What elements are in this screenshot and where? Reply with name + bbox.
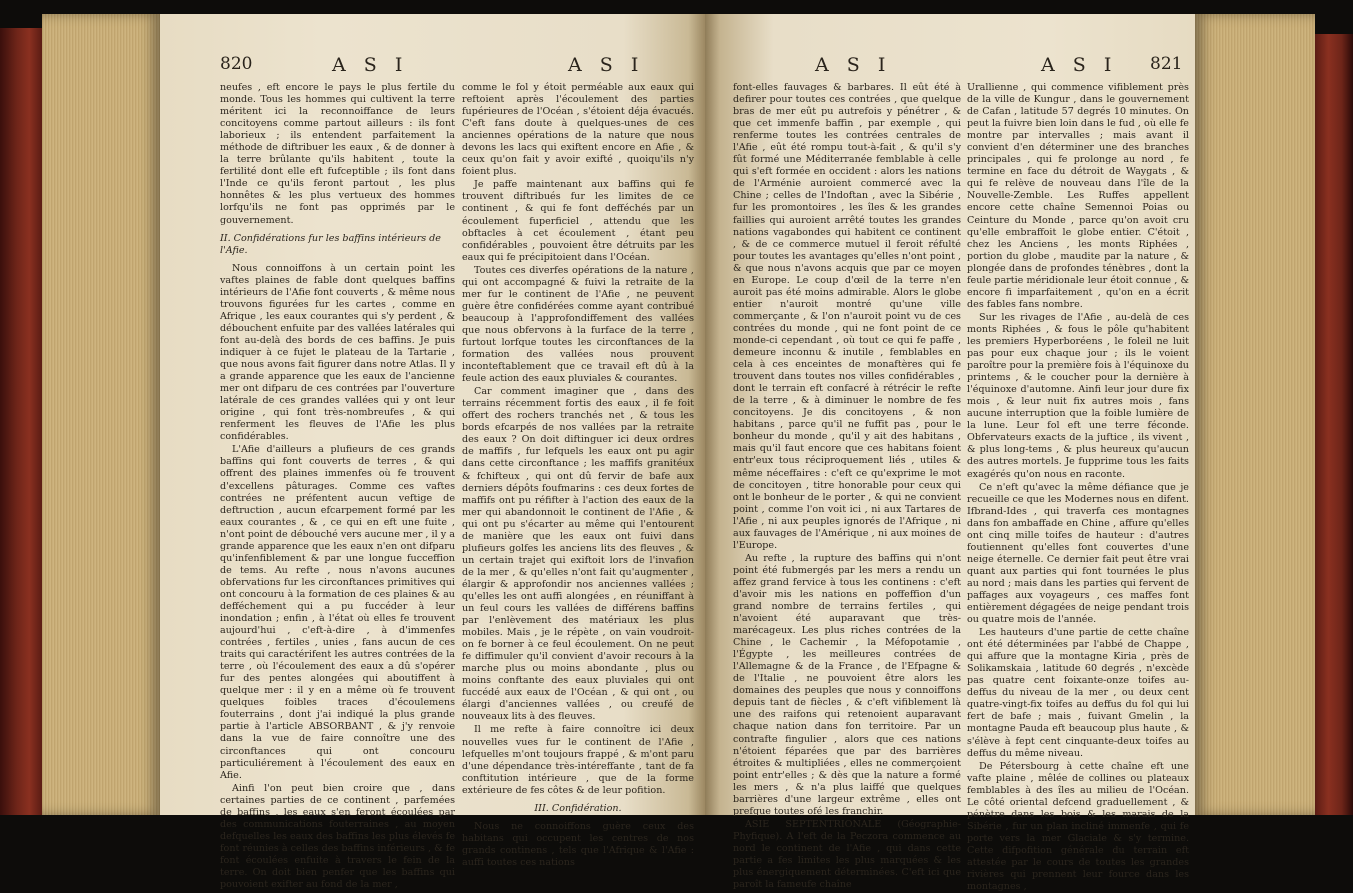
paragraph: Ce n'eft qu'avec la même défiance que je recueille ce que les Modernes nous en difent. Ifbrand-Ides , qui traverfa ces montagnes dans fon ambaffade en Chine , affure qu'elles ont cinq mille toifes de hauteur : d'autres foutiennent qu'elles font couvertes d'une neige éternelle. Ce dernier fait peut être vrai quant aux parties qui font tournées le plus au nord ; mais dans les parties qui fervent de paffages aux voyageurs , ces maffes font entièrement dégagées de neige pendant trois ou quatre mois de l'année.: [967, 481, 1189, 626]
paragraph: De Pétersbourg à cette chaîne eft une vafte plaine , mêlée de collines ou plateaux femblables à des îles au milieu de l'Océan. Le côté oriental defcend graduellement , & pénètre dans les bois & les marais de la Sibérie , fur un plan incliné immenfe , qui fe porte vers la mer Glaciale & s'y termine. Cette difpofition générale du terrain eft attestée par le cours de toutes les grandes rivières qui prennent leur fource dans les montagnes ,: [967, 760, 1189, 893]
left-page-header: [160, 54, 705, 80]
right-running-head-right: A S I: [1041, 54, 1118, 76]
left-running-head-right: A S I: [568, 54, 645, 76]
right-page-number: 821: [1150, 54, 1183, 74]
left-page-column-1: [220, 82, 455, 891]
paragraph: comme le fol y étoit perméable aux eaux qui reftoient après l'écoulement des parties fupérieures de l'Océan , s'étoient déja évacués. C'eft fans doute à quelques-unes de ces anciennes opérations de la nature que nous devons les lacs qui exiftent encore en Afie , & ceux qu'on fait y avoir exifté , quoiqu'ils n'y foient plus.: [462, 82, 694, 178]
paragraph: Toutes ces diverfes opérations de la nature , qui ont accompagné & fuivi la retraite de la mer fur le continent de l'Afie , ne peuvent guère être confidérées comme ayant contribué beaucoup à l'approfondiffement des vallées que nous obfervons à la furface de la terre , furtout lorfque toutes les circonftances de la formation des vallées nous prouvent inconteftablement que ce travail eft dû à la feule action des eaux pluviales & courantes.: [462, 264, 694, 385]
right-page-edges: [1195, 14, 1315, 815]
paragraph: Sur les rivages de l'Afie , au-delà de ces monts Riphées , & fous le pôle qu'habitent les premiers Hyperboréens , le foleil ne luit pas pour eux chaque jour ; ils le voient paroître pour la première fois à l'équinoxe du printems , & le coucher pour la dernière à l'équinoxe d'automne. Ainfi leur jour dure fix mois , & leur nuit fix autres mois , fans aucune interruption que la foible lumière de la lune. Leur fol eft une terre féconde. Obfervateurs exacts de la juftice , ils vivent , & plus long-tems , & plus heureux qu'aucun des autres mortels. Je fupprime tous les faits exagérés qu'on nous en raconte.: [967, 311, 1189, 480]
left-book-cover: [0, 28, 42, 815]
left-page-number: 820: [220, 54, 253, 74]
paragraph: Car comment imaginer que , dans des terrains récemment fortis des eaux , il fe foit offert des rochers tranchés net , & tous les bords efcarpés de nos vallées par la retraite des eaux ? On doit diftinguer ici deux ordres de maffifs , fur lefquels les eaux ont pu agir dans cette circonftance ; les maffifs granitéux & fchifteux , qui ont dû fervir de bafe aux derniers dépôts foufmarins : ces deux fortes de maffifs ont pu réfifter à l'action des eaux de la mer qui abandonnoit le continent de l'Afie , & qui ont pu s'écarter au même qui l'entourent de manière que les eaux ont fuivi dans plufieurs golfes les anciens lits des fleuves , & un certain trajet qui exiftoit lors de l'invafion de la mer , & qu'elles n'ont fait qu'augmenter , élargir & approfondir nos anciennes vallées ; qu'elles les ont auffi alongées , en réuniffant à un feul cours les vallées de différens baffins par l'enlèvement des matériaux les plus mobiles. Mais , je le répète , on vain voudroit-on fe borner à ce feul écoulement. On ne peut fe diffimuler qu'il convient d'avoir recours à la marche plus ou moins abondante , plus ou moins conftante des eaux pluviales qui ont fuccédé aux eaux de l'Océan , & qui ont , ou élargi d'anciennes vallées , ou creufé de nouveaux lits à des fleuves.: [462, 386, 694, 723]
right-page-header: [705, 54, 1195, 80]
right-running-head-left: A S I: [815, 54, 892, 76]
right-page-column-1: [733, 82, 961, 891]
paragraph: ASIE SEPTENTRIONALE (Géographie-Phyfique). A l'eft de la Peczora commence au nord le continent de l'Afie , qui dans cette partie a fes limites les plus marquées & les plus énergiquement déterminées. C'eft ici que paroît la fameufe chaîne: [733, 818, 961, 891]
paragraph: Nous ne connoiffons guère ceux des habitans qui occupent les centres de nos grands continens , tels que l'Afrique & l'Afie : auffi toutes ces nations: [462, 820, 694, 868]
paragraph: L'Afie d'ailleurs a plufieurs de ces grands baffins qui font couverts de terres , & qui offrent des plaines immenfes où fe trouvent d'excellens pâturages. Comme ces vaftes contrées ne préfentent aucun veftige de deftruction , aucun efcarpement formé par les eaux courantes , & , ce qui en eft une fuite , n'ont point de débouché vers aucune mer , il y a grande apparence que les eaux n'en ont difparu qu'infenfiblement & par une longue fucceffion de tems. Au refte , nous n'avons aucunes obfervations fur les circonftances primitives qui ont concouru à la formation de ces plaines & au defféchement qui a pu fuccéder à leur inondation ; enfin , à l'état où elles fe trouvent aujourd'hui , c'eft-à-dire , à d'immenfes contrées , fertiles , unies , fans aucun de ces traits qui caractérifent les autres contrées de la terre , où l'écoulement des eaux a dû s'opérer fur des pentes alongées qui aboutiffent à quelque mer : il y en a même où fe trouvent quelques foibles traces d'écoulemens fouterrains , dont j'ai indiqué la plus grande partie à l'article ABSORBANT , & j'y renvoie dans la vue de faire connoître une des circonftances qui ont concouru particuliérement à l'écoulement des eaux en Afie.: [220, 444, 455, 781]
right-book-cover: [1315, 34, 1353, 815]
section-heading: III. Confidération.: [534, 802, 622, 814]
paragraph: Au refte , la rupture des baffins qui n'ont point été fubmergés par les mers a rendu un affez grand fervice à tous les continens : c'eft d'avoir mis les nations en poffeffion d'un grand nombre de terrains fertiles , qui n'avoient été auparavant que très-marécageux. Les plus riches contrées de la Chine , le Cachemir , la Méfopotamie , l'Égypte , les meilleures contrées de l'Allemagne & de la France , de l'Efpagne & de l'Italie , ne pouvoient être alors les domaines des peuples que nous y connoiffons depuis tant de fiècles , & c'eft vifiblement là une des raifons qui retenoient auparavant chaque nation dans fon territoire. Par un contrafte fingulier , alors que ces nations n'étoient féparées que par des barrières étroites & multipliées , elles ne commerçoient point entr'elles ; & dès que la nature a formé les mers , & n'a plus laiffé que quelques barrières d'une largeur extrême , elles ont prefque toutes ofé les franchir.: [733, 552, 961, 817]
right-page: [705, 14, 1195, 893]
section-heading: II. Confidérations fur les baffins intérieurs de l'Afie.: [220, 232, 441, 256]
right-page-column-2: [967, 82, 1189, 893]
paragraph: Urallienne , qui commence vifiblement près de la ville de Kungur , dans le gouvernement de Cafan , latitude 57 degrés 10 minutes. On peut la fuivre bien loin dans le fud , où elle fe montre par intervalles ; mais avant il convient d'en déterminer une des branches principales , qui fe prolonge au nord , fe termine en face du détroit de Waygats , & qui fe relève de nouveau dans l'île de la Nouvelle-Zemble. Les Ruffes appellent encore cette chaîne Semennoi Poias ou Ceinture du Monde , parce qu'on avoit cru qu'elle embraffoit le globe entier. C'étoit , chez les Anciens , les monts Riphées , portion du globe , maudite par la nature , & plongée dans de profondes ténèbres , dont la feule partie méridionale leur étoit connue , & encore fi imparfaitement , qu'on en a écrit des fables fans nombre.: [967, 82, 1189, 310]
paragraph: neufes , eft encore le pays le plus fertile du monde. Tous les hommes qui cultivent la terre méritent ici la reconnoiffance de leurs concitoyens comme partout ailleurs : ils font laborieux ; ils entendent parfaitement la méthode de diftribuer les eaux , & de donner à la terre brûlante qu'ils habitent , toute la fertilité dont elle eft fufceptible ; ils font dans l'Inde ce qu'ils feront partout , les plus honnêtes & les plus vertueux des hommes lorfqu'ils ne font pas opprimés par le gouvernement.: [220, 82, 455, 226]
left-running-head-left: A S I: [332, 54, 409, 76]
paragraph: Il me refte à faire connoître ici deux nouvelles vues fur le continent de l'Afie , lefquelles m'ont toujours frappé , & m'ont paru d'une dépendance très-intéreffante , tant de fa conftitution intérieure , que de la forme extérieure de fes côtes & de leur pofition.: [462, 724, 694, 796]
paragraph: Nous connoiffons à un certain point les vaftes plaines de fable dont quelques baffins intérieurs de l'Afie font couverts , & même nous trouvons figurées fur les cartes , comme en Afrique , les eaux courantes qui s'y perdent , & débouchent enfuite par des vallées latérales qui font au-delà des bords de ces baffins. Je puis indiquer à ce fujet le plateau de la Tartarie , que nous avons fait figurer dans notre Atlas. Il y a grande apparence que les eaux de l'ancienne mer ont difparu de ces contrées par l'ouverture latérale de ces grandes vallées qui y ont leur origine , qui font très-nombreufes , & qui renferment les fleuves de l'Afie les plus confidérables.: [220, 262, 455, 443]
paragraph: Je paffe maintenant aux baffins qui fe trouvent diftribués fur les limites de ce continent , & qui fe font defféchés par un écoulement fuperficiel , attendu que les obftacles à cet écoulement , étant peu confidérables , pouvoient être détruits par les eaux qui fe précipitoient dans l'Océan.: [462, 179, 694, 263]
paragraph: font-elles fauvages & barbares. Il eût été à defirer pour toutes ces contrées , que quelque bras de mer eût pu autrefois y pénétrer , & que cet immenfe baffin , par exemple , qui renferme toutes les contrées centrales de l'Afie , eût été rompu tout-à-fait , & qu'il s'y fût formé une Méditerranée femblable à celle qui s'eft formée en occident : alors les nations de l'Arménie auroient commercé avec la Chine ; celles de l'Indoftan , avec la Sibérie , fur les promontoires , les îles & les grandes faillies qui auroient arrêté toutes les grandes nations vagabondes qui habitent ce continent , & de ce commerce mutuel il feroit réfulté pour toutes les avantages qu'elles n'ont point , & que nous n'avons acquis que par ce moyen en Europe. Le coup d'œil de la terre n'en auroit pas été moins admirable. Alors le globe entier n'auroit montré qu'une ville commerçante , & l'on n'auroit point vu de ces contrées du monde , qui ne font point de ce monde-ci cependant , où tout ce qui fe paffe , demeure inconnu & inutile , femblables en cela à ces enceintes de monaftères qui fe trouvent dans toutes nos villes confidérables , dont le terrain eft confacré à rétrécir le refte de la terre , & à diminuer le nombre de fes concitoyens. Je dis concitoyens , & non habitans , parce qu'il ne fuffit pas , pour le bonheur du monde , qu'il y ait des habitans , mais qu'il faut encore que ces habitans foient entr'eux tous réciproquement liés , utiles & même néceffaires : c'eft ce qu'exprime le mot de concitoyen , titre honorable pour ceux qui ont le bonheur de le porter , & qui ne convient point , comme l'on voit ici , ni aux Tartares de l'Afie , ni aux peuples ignorés de l'Afrique , ni aux fauvages de l'Amérique , ni aux moines de l'Europe.: [733, 82, 961, 551]
left-page-column-2: [462, 82, 694, 868]
paragraph: Les hauteurs d'une partie de cette chaîne ont été déterminées par l'abbé de Chappe , qui affure que la montagne Kiria , près de Solikamskaia , latitude 60 degrés , n'excède pas quatre cent foixante-onze toifes au-deffus du niveau de la mer , ou deux cent quatre-vingt-fix toifes au deffus du fol qui lui fert de bafe ; mais , fuivant Gmelin , la montagne Pauda eft beaucoup plus haute , & s'élève à fept cent cinquante-deux toifes au deffus du même niveau.: [967, 627, 1189, 759]
paragraph: Ainfi l'on peut bien croire que , dans certaines parties de ce continent , parfemées de baffins , les eaux s'en feront écoulées par des communications fouterraines , au moyen defquelles les eaux des baffins les plus élevés fe font réunies à celles des baffins inférieurs , & fe font écoulées enfuite à travers le fein de la terre. On doit bien penfer que les baffins qui pouvoient exifter au fond de la mer ,: [220, 782, 455, 891]
left-page: [160, 14, 705, 891]
left-page-edges: [42, 14, 160, 815]
